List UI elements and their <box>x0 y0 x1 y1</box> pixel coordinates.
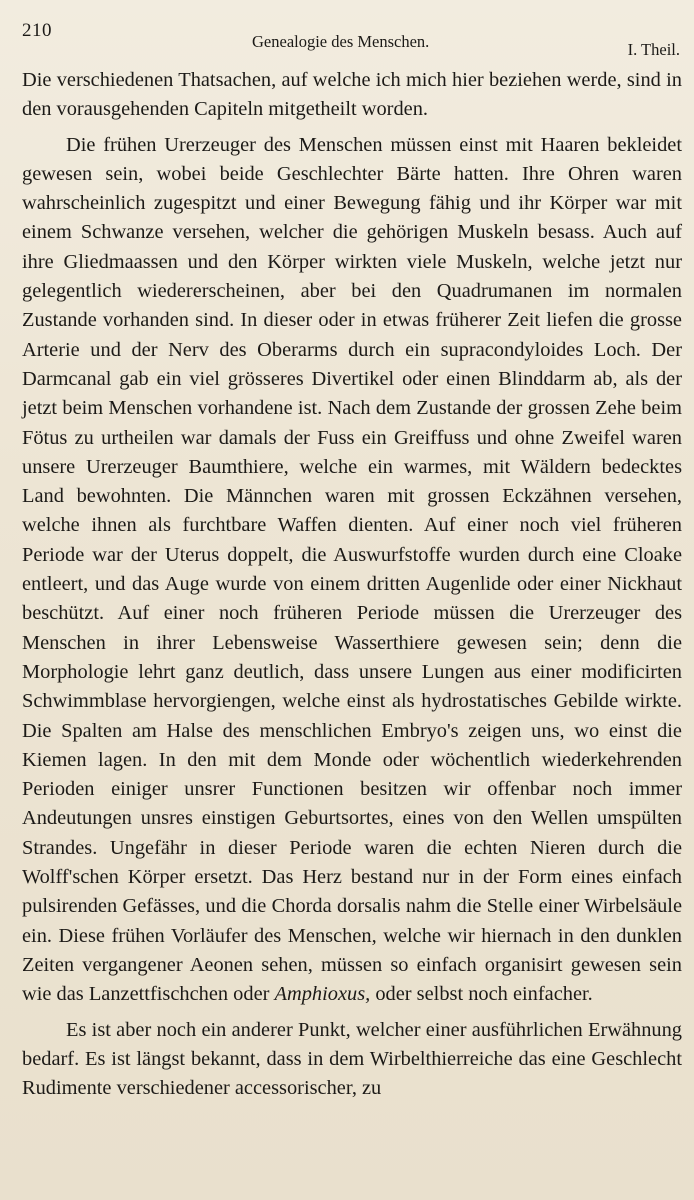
page-header <box>22 18 680 58</box>
paragraph-1: Die verschiedenen Thatsachen, auf welche ich mich hier beziehen werde, sind in den vorausgehenden Capiteln mitgetheilt worden. <box>22 69 682 121</box>
part-label: I. Theil. <box>627 40 680 59</box>
paragraph-2-text: Die frühen Urerzeuger des Menschen müssen einst mit Haaren bekleidet gewesen sein, wobei beide Geschlechter Bärte hatten. Ihre Ohren waren wahrscheinlich zugespitzt und einer Bewegung fähig und ihr Körper war mit einem Schwanze versehen, welcher die gehörigen Muskeln besass. Auch auf ihre Gliedmaassen und den Körper wirkten viele Muskeln, welche jetzt nur gelegentlich wiedererscheinen, aber bei den Quadrumanen im normalen Zustande vorhanden sind. In dieser oder in etwas früherer Zeit liefen die grosse Arterie und der Nerv des Oberarms durch ein supracondyloides Loch. Der Darmcanal gab ein viel grösseres Divertikel oder einen Blinddarm ab, als der jetzt beim Menschen vorhandene ist. Nach dem Zustande der grossen Zehe beim Fötus zu urtheilen war damals der Fuss ein Greiffuss und ohne Zweifel waren unsere Urerzeuger Baumthiere, welche ein warmes, mit Wäldern bedecktes Land bewohnten. Die Männchen waren mit grossen Eckzähnen versehen, welche ihnen als furchtbare Waffen dienten. Auf einer noch viel früheren Periode war der Uterus doppelt, die Auswurfstoffe wurden durch eine Cloake entleert, und das Auge wurde von einem dritten Augenlide oder einer Nickhaut beschützt. Auf einer noch früheren Periode müssen die Urerzeuger des Menschen in ihrer Lebensweise Wasserthiere gewesen sein; denn die Morphologie lehrt ganz deutlich, dass unsere Lungen aus einer modificirten Schwimmblase hervorgiengen, welche einst als hydrostatisches Gebilde wirkte. Die Spalten am Halse des menschlichen Embryo's zeigen uns, wo einst die Kiemen lagen. In den mit dem Monde oder wöchentlich wiederkehrenden Perioden einiger unsrer Functionen besitzen wir offenbar noch immer Andeutungen unsres einstigen Geburtsortes, eines von den Wellen umspülten Strandes. Ungefähr in dieser Periode waren die echten Nieren durch die Wolff'schen Körper ersetzt. Das Herz bestand nur in der Form eines einfach pulsirenden Gefässes, und die Chorda dorsalis nahm die Stelle einer Wirbelsäule ein. Diese frühen Vorläufer des Menschen, welche wir hiernach in den dunklen Zeiten vergangener Aeonen sehen, müssen so einfach organisirt gewesen sein wie das Lanzettfischchen oder <box>22 133 682 1006</box>
page-number: 210 <box>22 20 52 41</box>
species-name-italic: Amphioxus, <box>274 983 371 1006</box>
running-title: Genealogie des Menschen. <box>252 32 430 51</box>
paragraph-3: Es ist aber noch ein anderer Punkt, welcher einer ausführlichen Erwähnung bedarf. Es ist längst bekannt, dass in dem Wirbelthierreiche das eine Geschlecht Rudimente verschiedener accessorischer, zu <box>22 1018 682 1100</box>
paragraph-2 <box>22 131 682 1010</box>
paragraph-2-ending: oder selbst noch einfacher. <box>375 983 593 1006</box>
body-text <box>22 66 682 1109</box>
